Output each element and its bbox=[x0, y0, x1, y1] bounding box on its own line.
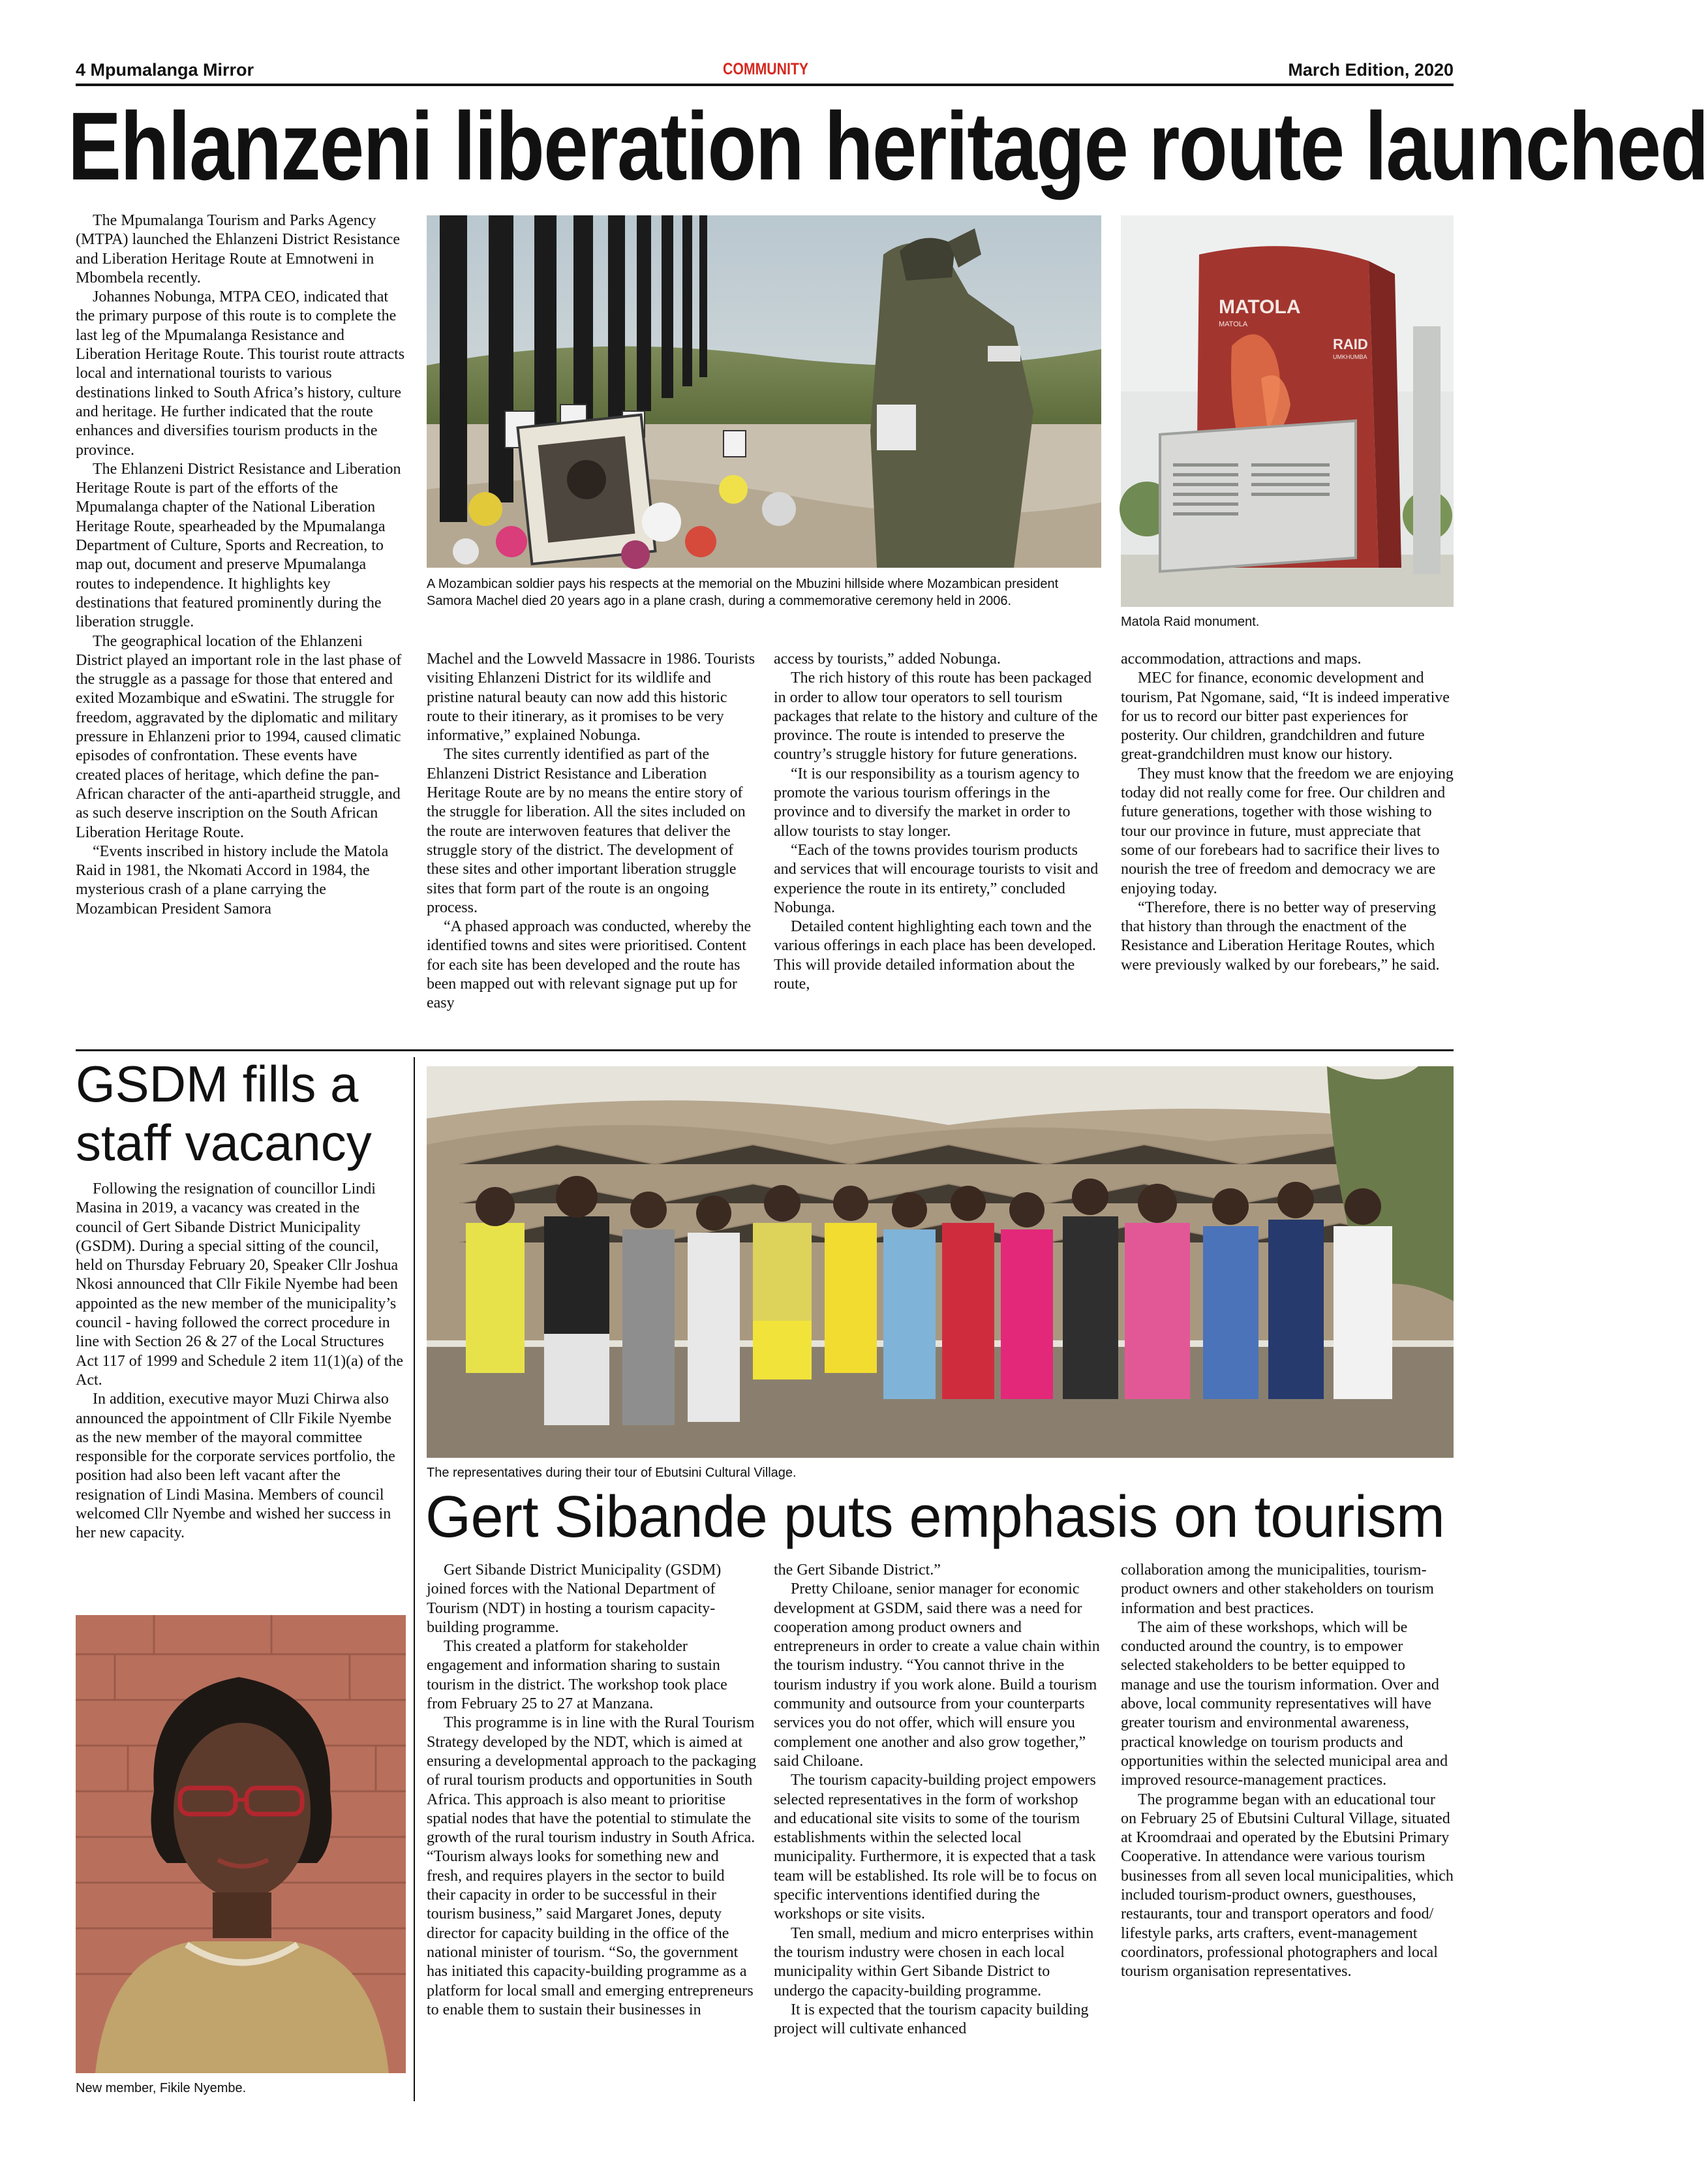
paragraph: Ten small, medium and micro enterprises within the tourism industry were chosen in each local municipality within Gert Sibande District to undergo the capacity-building programme. bbox=[774, 1924, 1094, 1999]
paragraph: This programme is in line with the Rural Tourism Strategy developed by the NDT, which is aimed at ensuring a developmental approach to the packaging of rural tourism products and opportunities in South Africa. This approach is also meant to prioritise spatial nodes that have the potential to stimulate the growth of the rural tourism industry in South Africa. “Tourism always looks for something new and fresh, and requires players in the sector to build their capacity in order to be successful in their tourism business,” said Margaret Jones, deputy director for capacity building in the office of the national minister of tourism. “So, the government has initiated this capacity-building programme as a platform for local small and emerging entrepreneurs to enable them to sustain their businesses in bbox=[427, 1714, 757, 2018]
paragraph: The sites currently identified as part of the Ehlanzeni District Resistance and Liberation Heritage Route are by no means the entire story of the struggle for liberation. All the sites included on the route are interwoven features that deliver the struggle story of the district. The development of these sites and other important liberation struggle sites that form part of the route is an ongoing process. bbox=[427, 746, 746, 916]
group-photo-ebutsini bbox=[427, 1066, 1454, 1458]
paragraph: The tourism capacity-building project empowers selected representatives in the form of workshop and educational site visits to some of the tourism establishments within the selected local municipality. Furthermore, it is expected that a task team will be established. Its role will be to focus on specific interventions identified during the workshops or site visits. bbox=[774, 1772, 1097, 1923]
gert-story-column-2 bbox=[774, 1561, 1104, 2039]
memorial-photo-caption: A Mozambican soldier pays his respects at the memorial on the Mbuzini hillside where Mozambican president Samora Machel died 20 years ago in a plane crash, during a commemorative ceremony held in 2006. bbox=[427, 577, 1059, 608]
paragraph: The rich history of this route has been packaged in order to allow tour operators to sell tourism packages that relate to the history and culture of the province. The route is intended to preserve the country’s struggle history for future generations. bbox=[774, 670, 1098, 763]
header-rule bbox=[76, 84, 1454, 86]
paragraph: “Events inscribed in history include the Matola Raid in 1981, the Nkomati Accord in 1984, the mysterious crash of a plane carrying the Mozambican President Samora bbox=[76, 842, 389, 917]
matola-monument-photo bbox=[1121, 215, 1454, 607]
paragraph: “A phased approach was conducted, whereby the identified towns and sites were prioritised. Content for each site has been developed and the route has been mapped out with relevant signage put up for easy bbox=[427, 918, 752, 1012]
paragraph: The aim of these workshops, which will be conducted around the country, is to empower selected stakeholders to be better equipped to manage and use the tourism information. Over and above, local community representatives will have greater tourism and environmental awareness, practical knowledge on tourism products and opportunities within the selected municipal area and improved resource-management practices. bbox=[1121, 1618, 1448, 1789]
lead-story-column-4 bbox=[1121, 650, 1454, 975]
gert-sibande-headline: Gert Sibande puts emphasis on tourism bbox=[425, 1485, 1445, 1550]
paragraph: accommodation, attractions and maps. bbox=[1121, 651, 1362, 668]
gsdm-headline-line-1: GSDM fills a bbox=[76, 1055, 359, 1113]
column-divider bbox=[414, 1057, 415, 2101]
paragraph: The Ehlanzeni District Resistance and Liberation Heritage Route is part of the efforts of the Mpumalanga chapter of the National Liberation Heritage Route, spearheaded by the Mpumalanga Department of Culture, Sports and Recreation, to map out, document and preserve Mpumalanga routes to independence. It highlights key destinations that featured prominently during the liberation struggle. bbox=[76, 460, 401, 631]
page-folio: 4 Mpumalanga Mirror bbox=[76, 60, 254, 80]
fikile-nyembe-caption: New member, Fikile Nyembe. bbox=[76, 2081, 247, 2095]
paragraph: “It is our responsibility as a tourism agency to promote the various tourism offerings in the province and to diversify the market in order to allow tourists to stay longer. bbox=[774, 765, 1080, 840]
paragraph: It is expected that the tourism capacity building project will cultivate enhanced bbox=[774, 2001, 1089, 2038]
fikile-nyembe-portrait bbox=[76, 1615, 406, 2073]
paragraph: The programme began with an educational tour on February 25 of Ebutsini Cultural Village, situated at Kroomdraai and operated by the Ebutsini Primary Cooperative. In attendance were various tourism businesses from all seven local municipalities, which included tourism-product owners, guesthouses, restaurants, tour and transport operators and food/ lifestyle parks, arts crafters, event-management coordinators, professional photographers and local tourism organisation representatives. bbox=[1121, 1791, 1454, 1981]
gsdm-story-body bbox=[76, 1180, 406, 1543]
gert-story-column-1 bbox=[427, 1561, 757, 2020]
gert-story-column-3 bbox=[1121, 1561, 1454, 1982]
group-photo-caption: The representatives during their tour of Ebutsini Cultural Village. bbox=[427, 1466, 797, 1480]
paragraph: Machel and the Lowveld Massacre in 1986. Tourists visiting Ehlanzeni District for its wildlife and pristine natural beauty can now add this historic route to their itinerary, as it promises to be very informative,” explained Nobunga. bbox=[427, 651, 755, 745]
monument-label-matola: MATOLA bbox=[1219, 296, 1301, 318]
paragraph: This created a platform for stakeholder engagement and information sharing to sustain tourism in the district. The workshop took place from February 25 to 27 at Manzana. bbox=[427, 1638, 727, 1713]
paragraph: access by tourists,” added Nobunga. bbox=[774, 651, 1001, 668]
gsdm-headline-line-2: staff vacancy bbox=[76, 1114, 372, 1171]
paragraph: collaboration among the municipalities, tourism-product owners and other stakeholders on tourism information and best practices. bbox=[1121, 1562, 1434, 1617]
memorial-photo bbox=[427, 215, 1101, 568]
paragraph: They must know that the freedom we are enjoying today did not really come for free. Our children and future generations, together with those wishing to tour our province in future, must appreciate that some of our forebears had to sacrifice their lives to nourish the tree of freedom and democracy we are enjoying today. bbox=[1121, 765, 1454, 897]
edition-date: March Edition, 2020 bbox=[1288, 60, 1454, 80]
paragraph: the Gert Sibande District.” bbox=[774, 1562, 941, 1579]
paragraph: In addition, executive mayor Muzi Chirwa also announced the appointment of Cllr Fikile Nyembe as the new member of the mayoral committee responsible for the corporate services portfolio, the position had also been left vacant after the resignation of Lindi Masina. Members of council welcomed Cllr Nyembe and wished her success in her new capacity. bbox=[76, 1391, 395, 1542]
matola-monument-caption: Matola Raid monument. bbox=[1121, 615, 1260, 629]
section-divider bbox=[76, 1049, 1454, 1051]
lead-story-column-2 bbox=[427, 650, 757, 1013]
paragraph: Gert Sibande District Municipality (GSDM) joined forces with the National Department of Tourism (NDT) in hosting a tourism capacity-building programme. bbox=[427, 1562, 722, 1636]
gsdm-headline bbox=[76, 1055, 408, 1172]
paragraph: The Mpumalanga Tourism and Parks Agency (MTPA) launched the Ehlanzeni District Resistance and Liberation Heritage Route at Emnotweni in Mbombela recently. bbox=[76, 212, 400, 286]
section-label: COMMUNITY bbox=[723, 60, 809, 78]
lead-story-column-3 bbox=[774, 650, 1104, 994]
paragraph: The geographical location of the Ehlanzeni District played an important role in the last phase of the struggle as a passage for those that entered and exited Mozambique and eSwatini. The struggle for freedom, aggravated by the diplomatic and military pressure in Ehlanzeni prior to 1994, caused climatic episodes of confrontation. These events have created places of heritage, which define the pan-African character of the anti-apartheid struggle, and as such deserve inscription on the South African Liberation Heritage Route. bbox=[76, 632, 402, 841]
paragraph: “Each of the towns provides tourism products and services that will encourage tourists to visit and experience the route in its entirety,” concluded Nobunga. bbox=[774, 841, 1099, 916]
monument-label-raid: RAID bbox=[1333, 336, 1368, 352]
paragraph: “Therefore, there is no better way of preserving that history than through the enactment of the Resistance and Liberation Heritage Routes, which were previously walked by our forebears,” he said. bbox=[1121, 899, 1440, 974]
paragraph: Pretty Chiloane, senior manager for economic development at GSDM, said there was a need for cooperation among product owners and entrepreneurs in order to create a value chain within the tourism industry. “You cannot thrive in the tourism industry if you work alone. Build a tourism community and outsource from your counterparts services you do not offer, which will ensure you complement one another and also grow together,” said Chiloane. bbox=[774, 1580, 1100, 1770]
monument-sublabel-matola: MATOLA bbox=[1219, 320, 1248, 328]
lead-story-column-1 bbox=[76, 211, 406, 919]
lead-headline: Ehlanzeni liberation heritage route launched bbox=[68, 93, 1708, 200]
paragraph: Detailed content highlighting each town and the various offerings in each place has been developed. This will provide detailed information about the route, bbox=[774, 918, 1097, 993]
paragraph: MEC for finance, economic development and tourism, Pat Ngomane, said, “It is indeed imperative for us to record our bitter past experiences for posterity. Our children, grandchildren and future great-grandchildren must know our history. bbox=[1121, 670, 1450, 763]
monument-sublabel-raid: UMKHUMBA bbox=[1333, 354, 1367, 360]
paragraph: Johannes Nobunga, MTPA CEO, indicated that the primary purpose of this route is to complete the last leg of the Mpumalanga Resistance and Liberation Heritage Route. This tourist route attracts local and international tourists to various destinations linked to South Africa’s history, culture and heritage. He further indicated that the route enhances and diversifies tourism products in the province. bbox=[76, 288, 405, 459]
paragraph: Following the resignation of councillor Lindi Masina in 2019, a vacancy was created in the council of Gert Sibande District Municipality (GSDM). During a special sitting of the council, held on Thursday February 20, Speaker Cllr Joshua Nkosi announced that Cllr Fikile Nyembe had been appointed as the new member of the municipality’s council - having followed the correct procedure in line with Section 26 & 27 of the Local Structures Act 117 of 1999 and Schedule 2 item 11(1)(a) of the Act. bbox=[76, 1180, 404, 1389]
